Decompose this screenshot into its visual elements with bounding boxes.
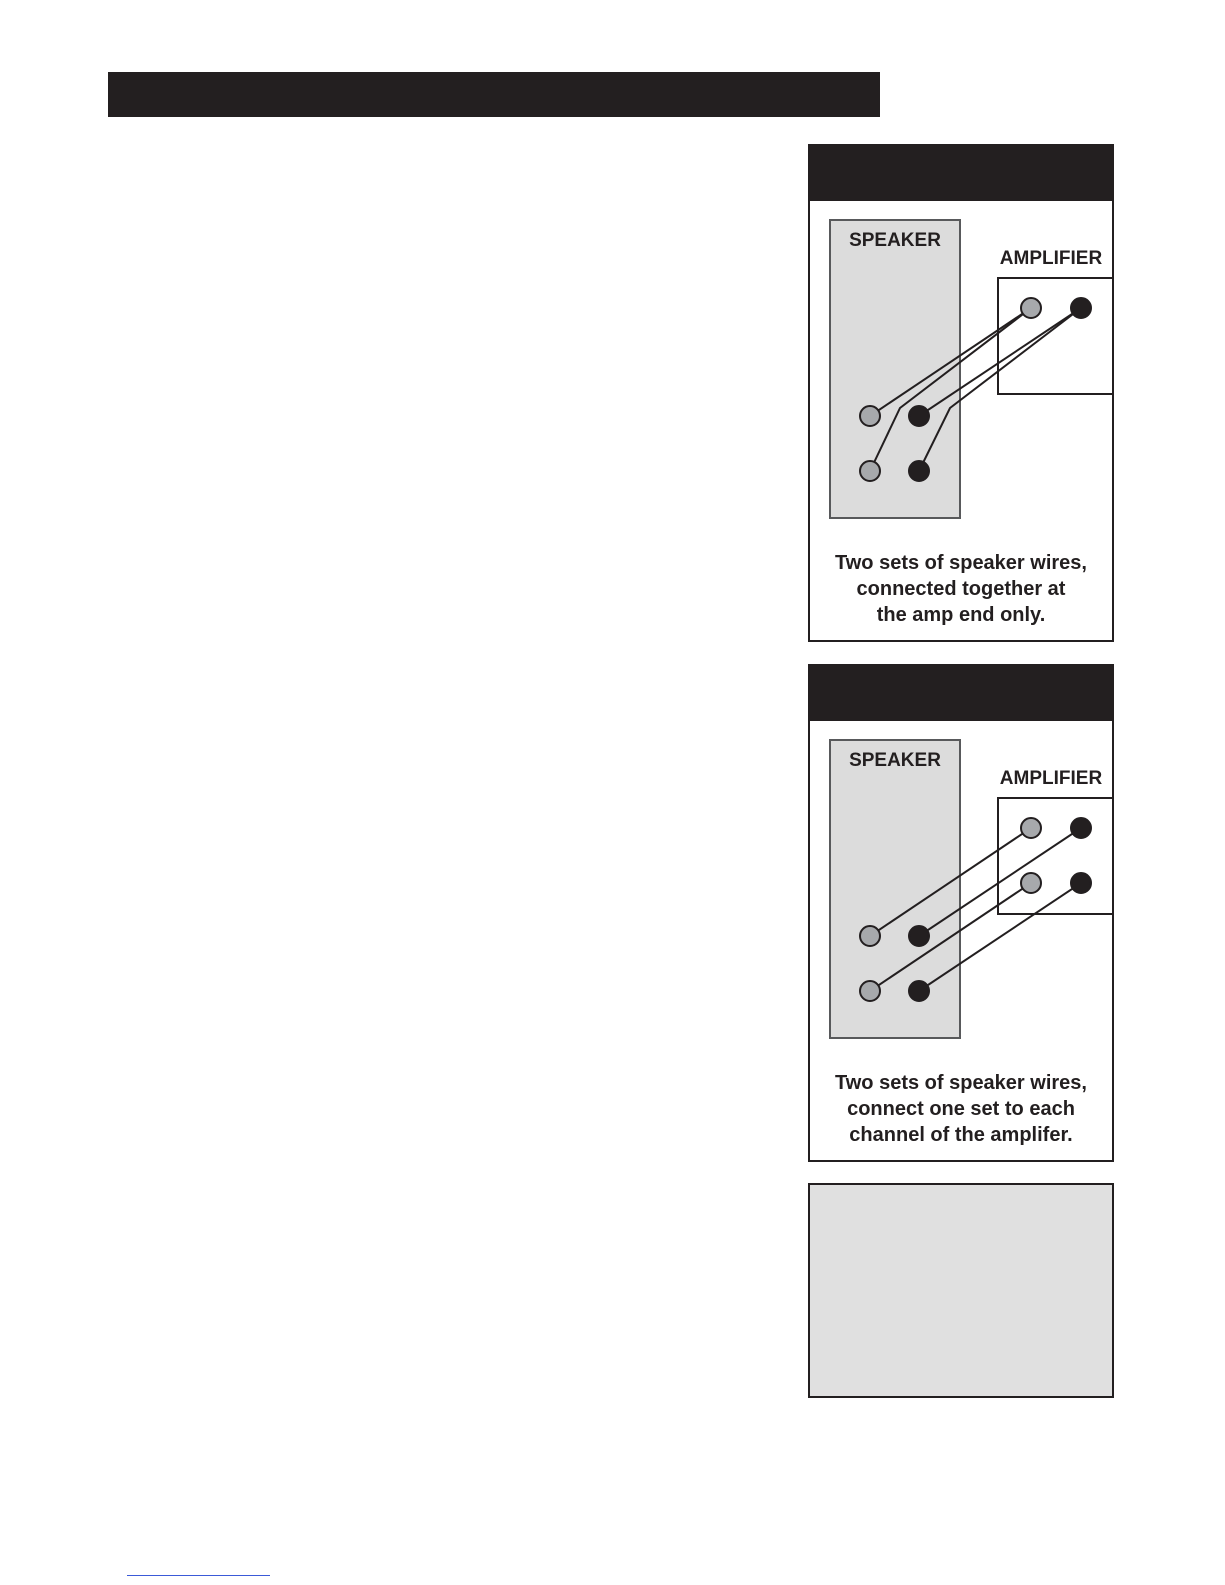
amplifier-label: AMPLIFIER bbox=[999, 248, 1103, 269]
speaker-label: SPEAKER bbox=[849, 230, 941, 251]
amp-negative-terminal bbox=[1071, 298, 1091, 318]
speaker-positive-terminal bbox=[860, 926, 880, 946]
note-panel bbox=[808, 1183, 1114, 1398]
amplifier-box bbox=[998, 798, 1112, 914]
amp-positive-terminal bbox=[1021, 818, 1041, 838]
caption-line: connected together at bbox=[856, 578, 1066, 600]
amplifier-label: AMPLIFIER bbox=[999, 768, 1103, 789]
caption-line: Two sets of speaker wires, bbox=[835, 1072, 1087, 1094]
amp-negative-terminal bbox=[1071, 818, 1091, 838]
footer-link-underline bbox=[127, 1575, 270, 1576]
speaker-positive-terminal bbox=[860, 981, 880, 1001]
speaker-positive-terminal bbox=[860, 461, 880, 481]
amp-negative-terminal bbox=[1071, 873, 1091, 893]
speaker-negative-terminal bbox=[909, 981, 929, 1001]
amplifier-box bbox=[998, 278, 1112, 394]
biamp-diagram-panel bbox=[808, 664, 1114, 1162]
diagram-caption bbox=[810, 1070, 1112, 1148]
speaker-label: SPEAKER bbox=[849, 750, 941, 771]
caption-line: Two sets of speaker wires, bbox=[835, 552, 1087, 574]
speaker-positive-terminal bbox=[860, 406, 880, 426]
diagram-caption bbox=[810, 550, 1112, 628]
section-title-bar bbox=[108, 72, 880, 117]
caption-line: channel of the amplifer. bbox=[849, 1124, 1073, 1146]
speaker-negative-terminal bbox=[909, 926, 929, 946]
speaker-negative-terminal bbox=[909, 406, 929, 426]
amp-positive-terminal bbox=[1021, 298, 1041, 318]
speaker-negative-terminal bbox=[909, 461, 929, 481]
amp-positive-terminal bbox=[1021, 873, 1041, 893]
caption-line: the amp end only. bbox=[876, 604, 1046, 626]
biwire-diagram-panel bbox=[808, 144, 1114, 642]
caption-line: connect one set to each bbox=[847, 1098, 1075, 1120]
